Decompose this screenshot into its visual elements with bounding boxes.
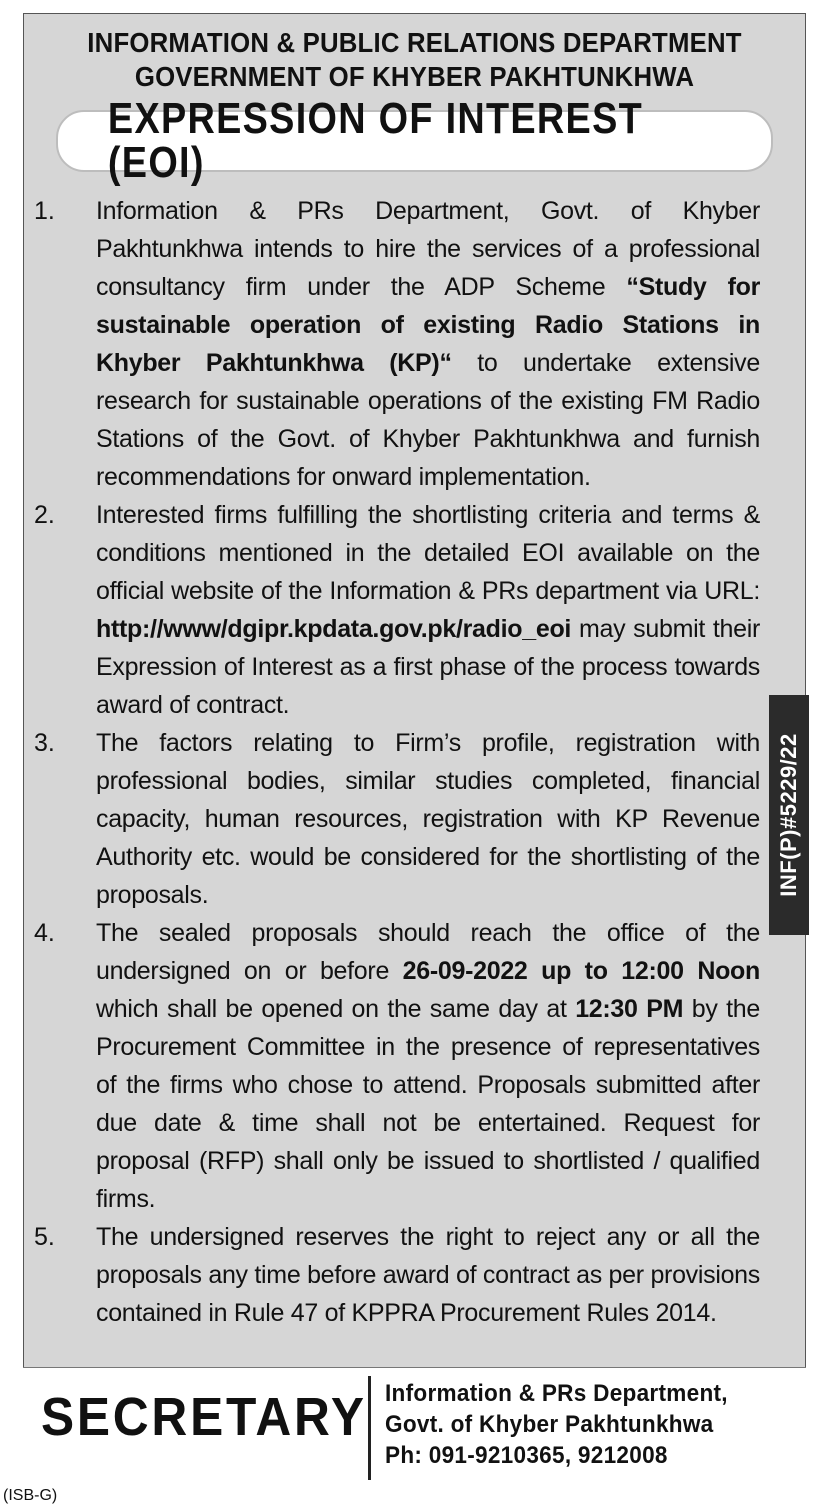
clause-text [96,496,760,724]
opening-time: 12:30 PM [575,995,684,1023]
clause-1-text-a: Information & PRs Department, Govt. of Khyber Pakhtunkhwa intends to hire the services of a professional consultancy firm under the ADP Scheme [96,197,760,301]
government-name: GOVERNMENT OF KHYBER PAKHTUNKHWA [134,61,695,92]
publication-code: (ISB-G) [3,1487,58,1504]
divider [368,1376,371,1480]
department-heading [54,26,774,94]
clause-4 [30,914,760,1218]
inf-reference-number: INF(P)#5229/22 [776,733,801,897]
clause-number: 1. [34,197,55,225]
eoi-title-banner [56,94,773,187]
clause-5 [30,1218,760,1332]
clause-2 [30,496,760,724]
clause-number: 5. [34,1223,55,1251]
clause-number: 3. [34,729,55,757]
clause-text: The undersigned reserves the right to reject any or all the proposals any time before award of contract as per provisions contained in Rule 47 of KPPRA Procurement Rules 2014. [96,1223,760,1327]
signature-block [23,1367,806,1485]
clause-2-text-a: Interested firms fulfilling the shortlisting criteria and terms & conditions mentioned in the detailed EOI available on the official website of the Information & PRs department via URL: [96,501,760,605]
inf-reference-tag [769,695,809,935]
address-line-2: Govt. of Khyber Pakhtunkhwa [385,1411,714,1438]
clause-number: 4. [34,919,55,947]
clause-text [96,914,760,1218]
clause-number: 2. [34,501,55,529]
deadline: 26-09-2022 up to 12:00 Noon [402,957,760,985]
phone-numbers: Ph: 091-9210365, 9212008 [385,1442,668,1469]
eoi-url[interactable]: http://www/dgipr.kpdata.gov.pk/radio_eoi [96,615,572,643]
clause-text: The factors relating to Firm’s profile, registration with professional bodies, similar studies completed, financial capacity, human resources, registration with KP Revenue Authority etc. would be considered for the shortlisting of the proposals. [96,729,760,909]
eoi-body [30,192,760,1332]
clause-1 [30,192,760,496]
clause-3 [30,724,760,914]
clause-2-text-b: may submit their Expression of Interest as a first phase of the process towards award of contract. [96,615,760,719]
clause-4-text-b: which shall be opened on the same day at [96,995,576,1023]
eoi-title: EXPRESSION OF INTEREST (EOI) [107,94,644,187]
clause-4-text-c: by the Procurement Committee in the presence of representatives of the firms who chose to attend. Proposals submitted after due date & time shall not be entertained. Request for proposal (RFP) shall only be issued to shortlisted / qualified firms. [96,995,760,1213]
contact-address [385,1378,728,1471]
clause-1-text-b: to undertake extensive research for sustainable operations of the existing FM Radio Stations of the Govt. of Khyber Pakhtunkhwa and furnish recommendations for onward implementation. [96,349,760,491]
clause-text [96,192,760,496]
department-name: INFORMATION & PUBLIC RELATIONS DEPARTMENT [87,27,742,58]
clause-4-text-a: The sealed proposals should reach the office of the undersigned on or before [96,919,760,985]
signatory-title: SECRETARY [41,1387,367,1447]
scheme-name: “Study for sustainable operation of existing Radio Stations in Khyber Pakhtunkhwa (KP)“ [96,273,760,377]
address-line-1: Information & PRs Department, [385,1380,728,1407]
